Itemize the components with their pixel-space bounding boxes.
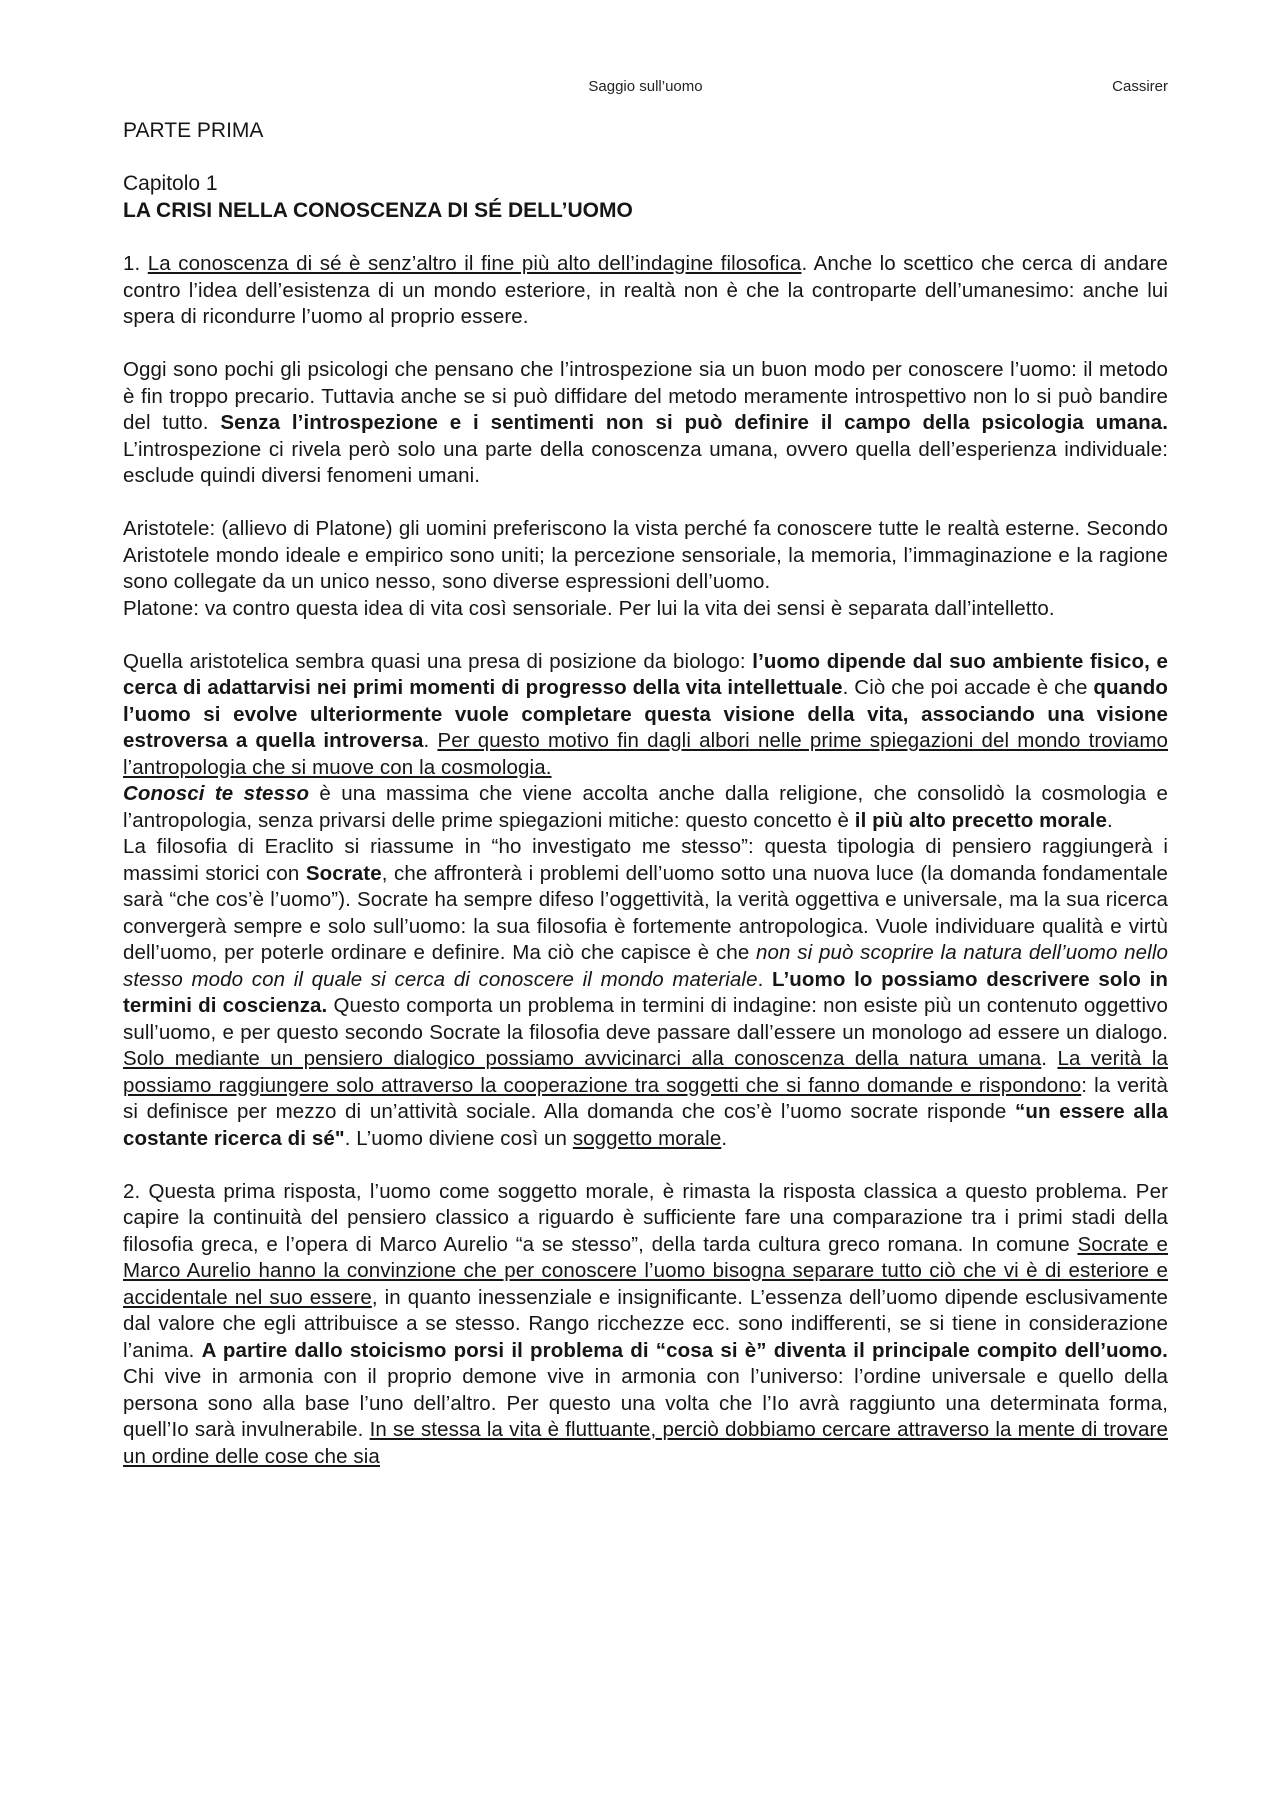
paragraph: [123, 596, 1168, 623]
emphasis-run: l’uomo dipende dal suo ambiente fisico, e cerca di adattarvisi nei primi momenti di progresso della vita intellettuale: [123, 649, 1169, 699]
text-run: La filosofia di Eraclito si riassume in “ho investigato me stesso”: questa tipologia di pensiero raggiungerà i massimi storici con: [123, 835, 1168, 885]
paragraph-gap: [123, 622, 1168, 649]
text-run: .: [1106, 808, 1113, 832]
emphasis-run: il più alto precetto morale: [854, 808, 1107, 832]
emphasis-run: Senza l’introspezione e i sentimenti non si può definire il campo della psicologia umana.: [220, 411, 1169, 434]
emphasis-run: quando l’uomo si evolve ulteriormente vuole completare questa visione della vita, associando una visione estroversa a quella introversa: [123, 676, 1169, 752]
emphasis-run: Socrate: [305, 861, 382, 885]
emphasis-run: non si può scoprire la natura dell’uomo nello stesso modo con il quale si cerca di conoscere il mondo materiale: [123, 941, 1168, 991]
text-run: , che affronterà i problemi dell’uomo sotto una nuova luce (la domanda fondamentale sarà “che cos’è l’uomo”). Socrate ha sempre difeso l’oggettività, la verità oggettiva e universale, ma la sua ricerca convergerà sempre e solo sull’uomo: la sua filosofia è fortemente antropologica. Vuole individuare qualità e virtù dell’uomo, per poterle ordinare e definire. Ma ciò che capisce è che: [123, 861, 1168, 964]
paragraph-gap: [123, 490, 1168, 517]
emphasis-run: La verità la possiamo raggiungere solo attraverso la cooperazione tra soggetti che si fanno domande e rispondono: [123, 1047, 1168, 1097]
emphasis-run: A partire dallo stoicismo porsi il problema di “cosa si è” diventa il principale compito dell’uomo.: [201, 1338, 1168, 1362]
text-run: , in quanto inessenziale e insignificante. L’essenza dell’uomo dipende esclusivamente dal valore che egli attribuisce a se stesso. Rango ricchezze ecc. sono indifferenti, se si tiene in considerazione l’anima.: [123, 1285, 1168, 1362]
text-run: .: [423, 729, 438, 752]
emphasis-run: L’uomo lo possiamo descrivere solo in termini di coscienza.: [123, 967, 1168, 1017]
text-run: L’introspezione ci rivela però solo una parte della conoscenza umana, ovvero quella dell’esperienza individuale: esclude quindi diversi fenomeni umani.: [123, 437, 1168, 487]
paragraph-gap: [123, 331, 1168, 358]
paragraph: [123, 649, 1168, 782]
text-run: Oggi sono pochi gli psicologi che pensano che l’introspezione sia un buon modo per conoscere l’uomo: il metodo è fin troppo precario. Tuttavia anche se si può diffidare del metodo meramente introspettivo non lo si può bandire del tutto.: [123, 358, 1168, 434]
emphasis-run: Conosci te stesso: [123, 782, 310, 805]
paragraph: [123, 834, 1168, 1152]
emphasis-run: “un essere alla costante ricerca di sé": [123, 1100, 1168, 1150]
chapter-title: LA CRISI NELLA CONOSCENZA DI SÉ DELL’UOMO: [123, 199, 633, 222]
text-run: Quella aristotelica sembra quasi una presa di posizione da biologo:: [123, 649, 753, 673]
paragraph: [123, 1179, 1168, 1471]
header-author: Cassirer: [1112, 78, 1168, 95]
emphasis-run: Per questo motivo fin dagli albori nelle prime spiegazioni del mondo troviamo l’antropologia che si muove con la cosmologia.: [123, 729, 1168, 779]
running-header: [123, 78, 1168, 98]
text-run: : la verità si definisce per mezzo di un’attività sociale. Alla domanda che cos’è l’uomo socrate risponde: [123, 1073, 1168, 1123]
text-run: Aristotele: (allievo di Platone) gli uomini preferiscono la vista perché fa conoscere tutte le realtà esterne. Secondo Aristotele mondo ideale e empirico sono uniti; la percezione sensoriale, la memoria, l’immaginazione e la ragione sono collegate da un unico nesso, sono diverse espressioni dell’uomo.: [123, 517, 1168, 593]
paragraph-gap: [123, 1152, 1168, 1179]
part-heading: PARTE PRIMA: [123, 119, 264, 142]
emphasis-run: Socrate e Marco Aurelio hanno la convinzione che per conoscere l’uomo bisogna separare tutto ciò che vi è di esteriore e accidentale nel suo essere: [123, 1232, 1168, 1309]
text-run: Platone: va contro questa idea di vita così sensoriale. Per lui la vita dei sensi è separata dall’intelletto.: [123, 596, 1055, 620]
text-run: .: [1041, 1047, 1058, 1070]
text-run: . Ciò che poi accade è che: [842, 676, 1094, 699]
paragraph: [123, 781, 1168, 834]
text-run: è una massima che viene accolta anche dalla religione, che consolidò la cosmologia e l’antropologia, senza privarsi delle prime spiegazioni mitiche: questo concetto è: [123, 782, 1168, 832]
paragraph: [123, 357, 1168, 490]
text-run: Chi vive in armonia con il proprio demone vive in armonia con l’universo: l’ordine universale e quello della persona sono alla base l’uno dell’altro. Per questo una volta che l’Io avrà raggiunto una determinata forma, quell’Io sarà invulnerabile.: [123, 1365, 1168, 1441]
text-run: 1.: [123, 252, 148, 275]
paragraph: [123, 251, 1168, 331]
body-text: [123, 251, 1168, 1470]
header-book-title: Saggio sull’uomo: [588, 78, 703, 95]
text-run: Questo comporta un problema in termini di indagine: non esiste più un contenuto oggettivo sull’uomo, e per questo secondo Socrate la filosofia deve passare dall’essere un monologo ad essere un dialogo.: [123, 994, 1168, 1044]
chapter-label: Capitolo 1: [123, 172, 218, 195]
emphasis-run: In se stessa la vita è fluttuante, perciò dobbiamo cercare attraverso la mente di trovare un ordine delle cose che sia: [123, 1418, 1168, 1468]
text-run: .: [721, 1126, 728, 1150]
text-run: . Anche lo scettico che cerca di andare contro l’idea dell’esistenza di un mondo esteriore, in realtà non è che la controparte dell’umanesimo: anche lui spera di ricondurre l’uomo al proprio essere.: [123, 252, 1168, 328]
text-run: . L’uomo diviene così un: [344, 1126, 573, 1150]
text-run: 2. Questa prima risposta, l’uomo come soggetto morale, è rimasta la risposta classica a questo problema. Per capire la continuità del pensiero classico a riguardo è sufficiente fare una comparazione tra i primi stadi della filosofia greca, e l’opera di Marco Aurelio “a se stesso”, della tarda cultura greco romana. In comune: [123, 1179, 1168, 1256]
emphasis-run: La conoscenza di sé è senz’altro il fine più alto dell’indagine filosofica: [147, 252, 802, 275]
paragraph: [123, 516, 1168, 596]
emphasis-run: soggetto morale: [572, 1126, 722, 1150]
emphasis-run: Solo mediante un pensiero dialogico possiamo avvicinarci alla conoscenza della natura umana: [123, 1047, 1042, 1070]
text-run: .: [757, 967, 772, 991]
